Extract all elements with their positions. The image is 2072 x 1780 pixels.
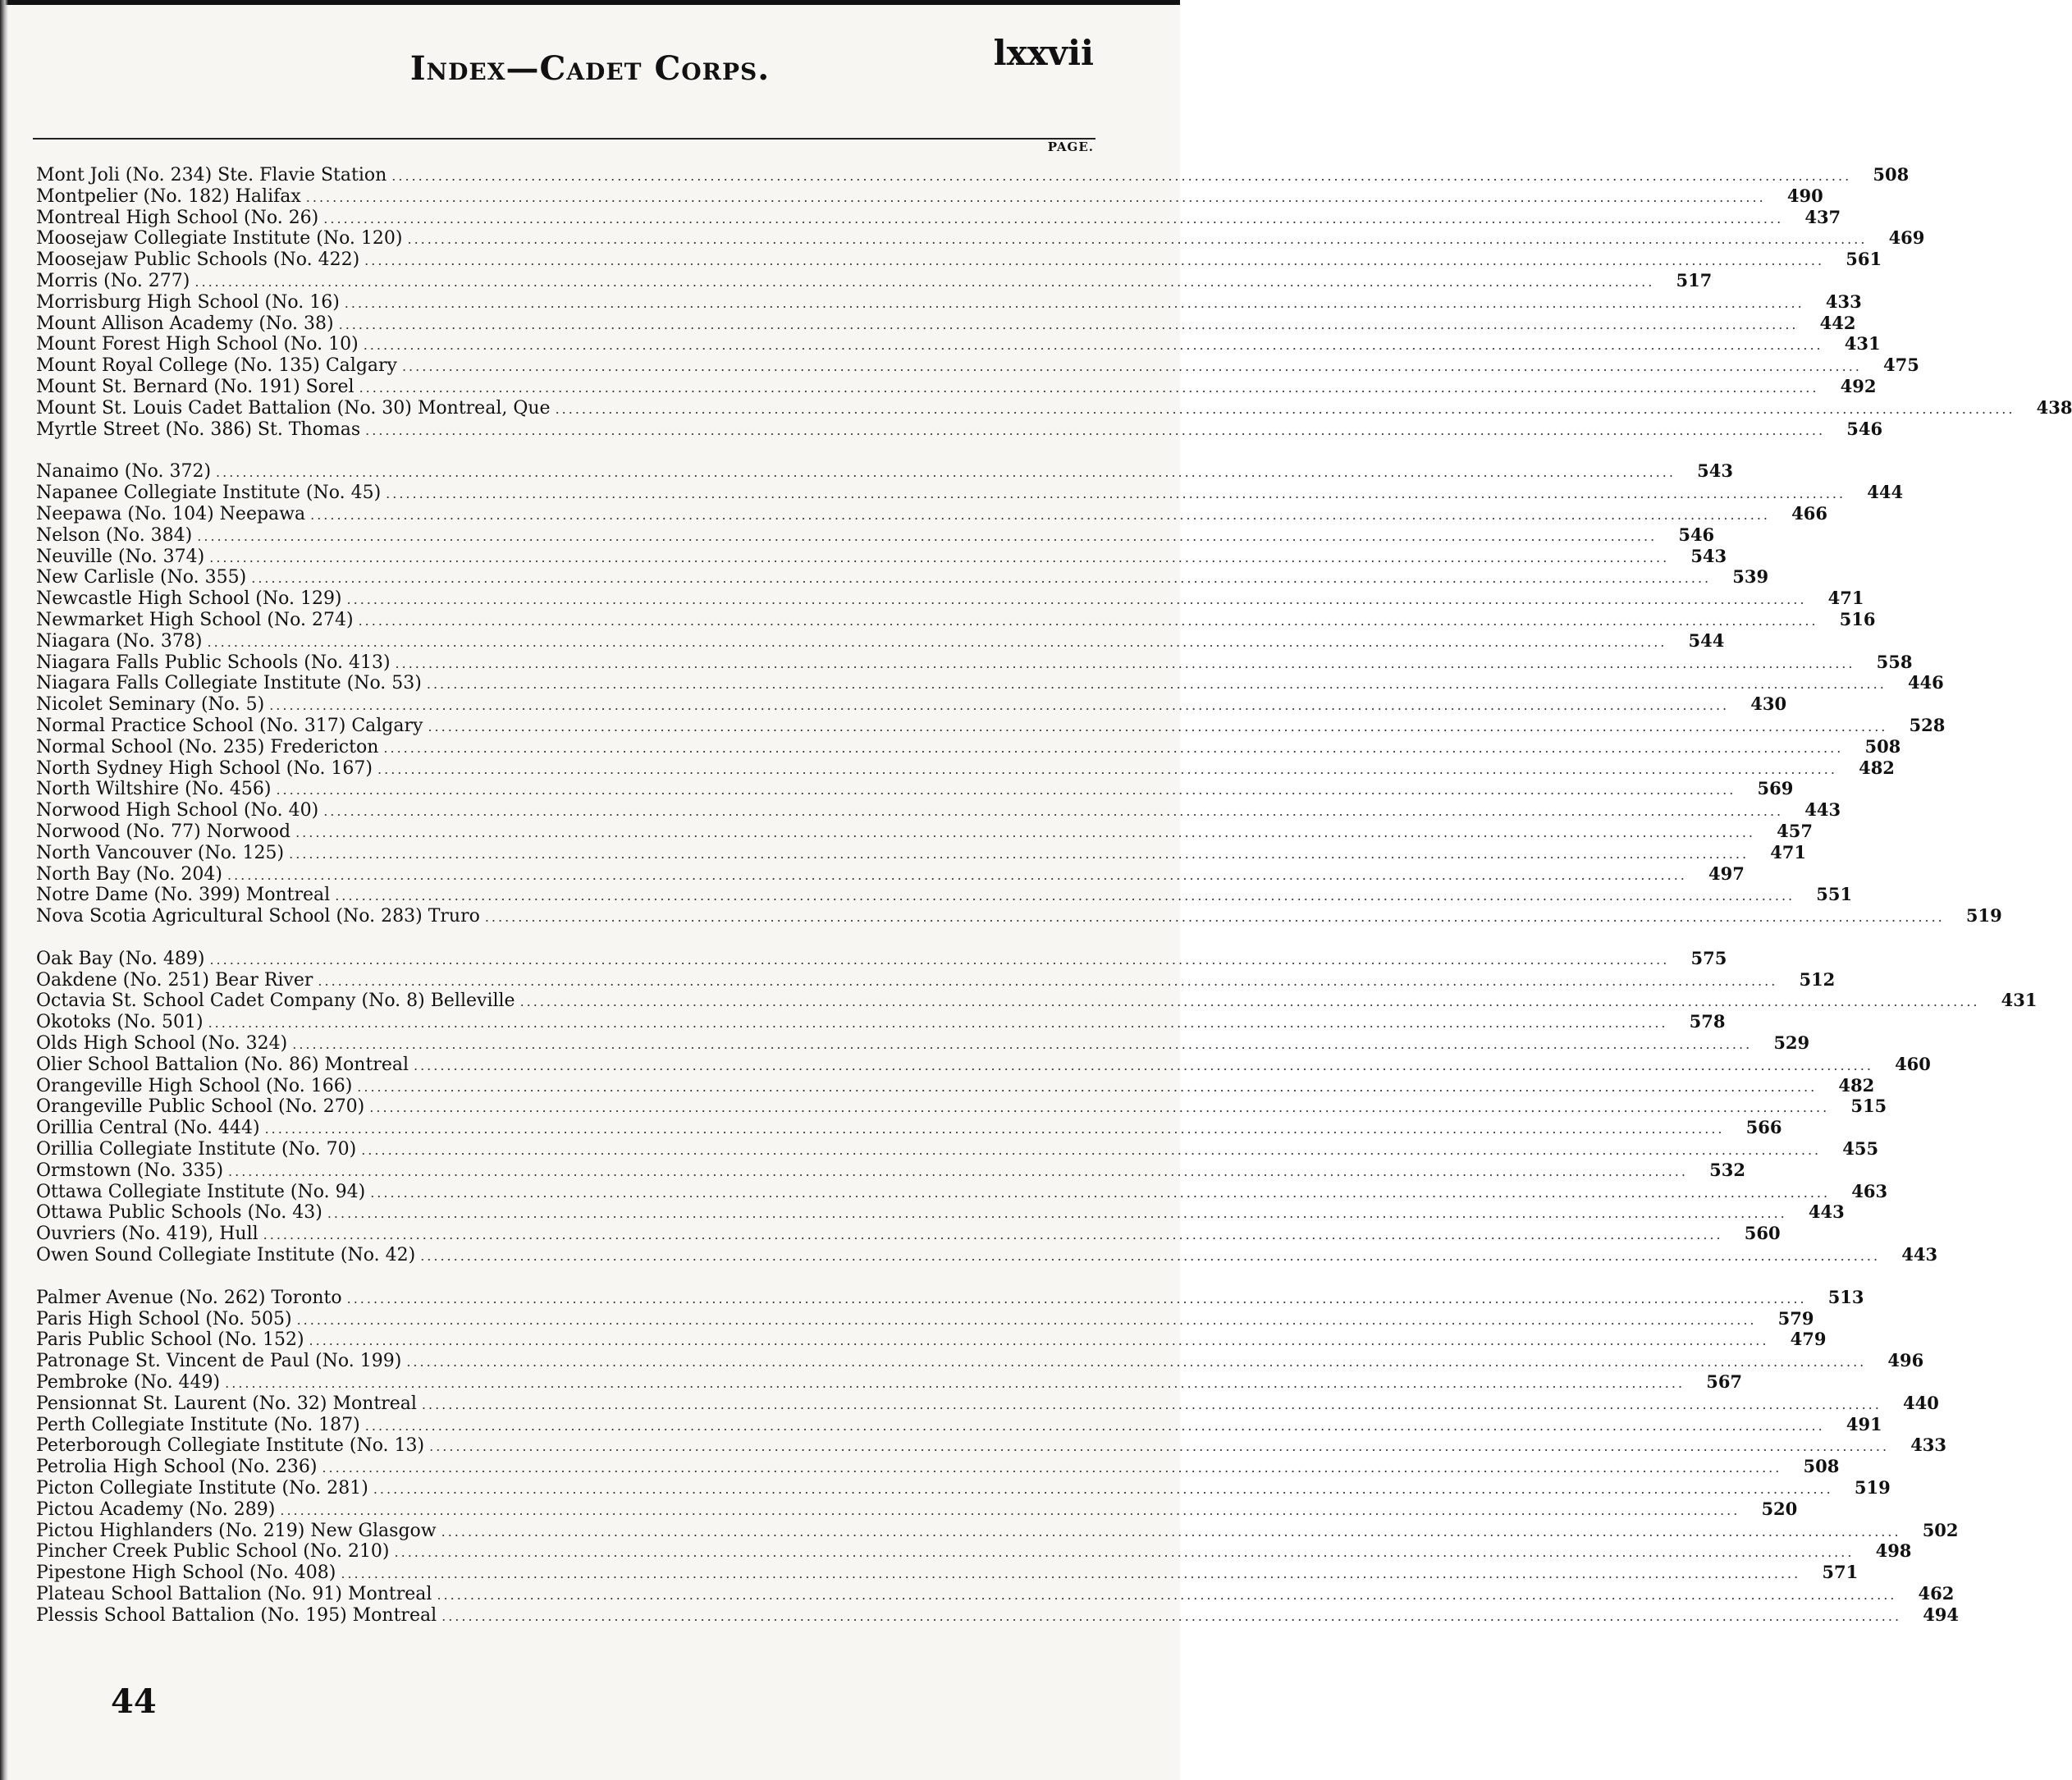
entry-page-number: 491: [1846, 1413, 1882, 1435]
header-rule: [33, 138, 1095, 140]
entry-name: Norwood (No. 77) Norwood: [36, 821, 291, 842]
entry-name: Pictou Academy (No. 289): [36, 1499, 276, 1520]
entry-name: Olds High School (No. 324): [36, 1033, 288, 1055]
entry-name: Plessis School Battalion (No. 195) Montreal: [36, 1604, 437, 1626]
entry-page-number: 566: [1745, 1117, 1782, 1138]
index-entry: [33, 1096, 1887, 1118]
index-entry: [33, 269, 1713, 291]
index-entry: [33, 905, 2002, 927]
dot-leader: ............................................................................................................................................................................................................................: [225, 1375, 1686, 1392]
entry-name: Napanee Collegiate Institute (No. 45): [36, 483, 382, 504]
entry-page-number: 479: [1790, 1329, 1827, 1350]
entry-name: Nanaimo (No. 372): [36, 461, 212, 483]
entry-page-number: 498: [1875, 1540, 1912, 1562]
dot-leader: ............................................................................................................................................................................................................................: [364, 253, 1825, 269]
page-column-label: PAGE.: [1047, 140, 1094, 154]
entry-page-number: 575: [1690, 947, 1727, 968]
entry-name: Orangeville Public School (No. 270): [36, 1096, 365, 1118]
entry-page-number: 494: [1923, 1604, 1960, 1625]
entry-page-number: 457: [1777, 820, 1813, 841]
dot-leader: ............................................................................................................................................................................................................................: [194, 273, 1655, 290]
entry-name: Moosejaw Public Schools (No. 422): [36, 249, 360, 271]
index-entry: [33, 841, 1807, 863]
entry-name: Olier School Battalion (No. 86) Montreal: [36, 1054, 409, 1075]
entry-page-number: 532: [1709, 1159, 1745, 1180]
index-entry: [33, 1011, 1726, 1033]
entry-page-number: 529: [1773, 1032, 1810, 1054]
dot-leader: ............................................................................................................................................................................................................................: [373, 1481, 1833, 1498]
index-entry: [33, 1286, 1864, 1308]
entry-name: Norwood High School (No. 40): [36, 800, 319, 821]
entry-page-number: 482: [1838, 1074, 1875, 1096]
index-entry: [33, 588, 1864, 610]
entry-page-number: 543: [1690, 545, 1727, 566]
dot-leader: ............................................................................................................................................................................................................................: [216, 464, 1676, 481]
entry-page-number: 443: [1901, 1244, 1938, 1265]
dot-leader: ............................................................................................................................................................................................................................: [197, 528, 1658, 544]
entry-name: Orillia Central (No. 444): [36, 1118, 260, 1139]
entry-name: Neuville (No. 374): [36, 546, 205, 567]
dot-leader: ............................................................................................................................................................................................................................: [263, 1227, 1723, 1243]
entry-name: Palmer Avenue (No. 262) Toronto: [36, 1287, 342, 1308]
index-entry: [33, 1562, 1859, 1584]
entry-page-number: 475: [1883, 355, 1919, 376]
dot-leader: ............................................................................................................................................................................................................................: [484, 909, 1945, 926]
entry-page-number: 546: [1678, 524, 1715, 545]
entry-name: Pembroke (No. 449): [36, 1372, 221, 1393]
entry-page-number: 508: [1803, 1456, 1840, 1477]
dot-leader: ............................................................................................................................................................................................................................: [428, 718, 1888, 734]
entry-page-number: 482: [1859, 757, 1895, 778]
entry-page-number: 513: [1827, 1286, 1864, 1307]
entry-name: Ottawa Public Schools (No. 43): [36, 1202, 322, 1224]
entry-page-number: 528: [1909, 714, 1946, 735]
entry-page-number: 508: [1864, 735, 1901, 757]
dot-leader: ............................................................................................................................................................................................................................: [370, 1184, 1831, 1201]
index-entry: [33, 1477, 1891, 1499]
entry-page-number: 431: [2001, 990, 2038, 1011]
index-entry: [33, 1307, 1814, 1329]
entry-page-number: 471: [1827, 588, 1864, 609]
entry-name: Newcastle High School (No. 129): [36, 588, 342, 610]
dot-leader: ............................................................................................................................................................................................................................: [305, 189, 1766, 205]
entry-name: Pictou Highlanders (No. 219) New Glasgow: [36, 1520, 437, 1541]
index-entry: [33, 333, 1881, 355]
dot-leader: ............................................................................................................................................................................................................................: [377, 761, 1837, 777]
entry-page-number: 490: [1786, 185, 1823, 206]
dot-leader: ............................................................................................................................................................................................................................: [251, 570, 1712, 587]
entry-page-number: 516: [1839, 608, 1876, 629]
dot-leader: ............................................................................................................................................................................................................................: [327, 1206, 1787, 1222]
dot-leader: ............................................................................................................................................................................................................................: [441, 1523, 1901, 1540]
dot-leader: ............................................................................................................................................................................................................................: [264, 1121, 1725, 1137]
index-entry: [33, 460, 1733, 483]
entry-page-number: 430: [1750, 693, 1787, 715]
dot-leader: ............................................................................................................................................................................................................................: [322, 1460, 1782, 1476]
entry-page-number: 519: [1965, 905, 2002, 927]
dot-leader: ............................................................................................................................................................................................................................: [346, 1290, 1807, 1306]
index-entry: [33, 968, 1836, 991]
entry-name: Perth Collegiate Institute (No. 187): [36, 1414, 360, 1435]
index-entry: [33, 735, 1901, 757]
dot-leader: ............................................................................................................................................................................................................................: [346, 592, 1807, 608]
page-top-shadow: [0, 0, 1180, 5]
dot-leader: ............................................................................................................................................................................................................................: [363, 337, 1823, 354]
dot-leader: ............................................................................................................................................................................................................................: [395, 655, 1855, 671]
entry-name: Mount Forest High School (No. 10): [36, 334, 359, 355]
dot-leader: ............................................................................................................................................................................................................................: [407, 231, 1868, 248]
entry-page-number: 579: [1777, 1307, 1814, 1329]
entry-page-number: 460: [1895, 1053, 1931, 1074]
index-entry: [33, 1583, 1955, 1604]
entry-page-number: 492: [1840, 375, 1877, 396]
dot-leader: ............................................................................................................................................................................................................................: [296, 1311, 1757, 1328]
entry-page-number: 567: [1706, 1371, 1743, 1393]
index-entry: [33, 1435, 1947, 1457]
index-entry: [33, 1540, 1912, 1563]
dot-leader: ............................................................................................................................................................................................................................: [365, 422, 1826, 438]
entry-name: Pincher Creek Public School (No. 210): [36, 1541, 390, 1563]
dot-leader: ............................................................................................................................................................................................................................: [421, 1396, 1882, 1412]
index-entry: [33, 524, 1715, 546]
dot-leader: ............................................................................................................................................................................................................................: [519, 994, 1980, 1010]
entry-name: Normal School (No. 235) Fredericton: [36, 736, 379, 757]
dot-leader: ............................................................................................................................................................................................................................: [414, 1057, 1873, 1073]
index-entry: [33, 757, 1895, 779]
entry-name: Moosejaw Collegiate Institute (No. 120): [36, 228, 403, 249]
group-spacer: [33, 439, 1100, 460]
index-entry: [33, 1604, 1960, 1626]
index-entry: [33, 312, 1856, 334]
index-entry: [33, 1413, 1882, 1435]
entry-name: Ottawa Collegiate Institute (No. 94): [36, 1181, 366, 1202]
index-entry: [33, 249, 1882, 271]
entry-name: Octavia St. School Cadet Company (No. 8) Belleville: [36, 991, 515, 1012]
entry-name: Mount St. Bernard (No. 191) Sorel: [36, 376, 354, 397]
entry-name: Patronage St. Vincent de Paul (No. 199): [36, 1351, 402, 1372]
dot-leader: ............................................................................................................................................................................................................................: [276, 782, 1736, 798]
index-entry: [33, 651, 1913, 673]
index-entry: [33, 1223, 1781, 1245]
entry-page-number: 520: [1761, 1498, 1798, 1519]
entry-page-number: 462: [1918, 1583, 1955, 1604]
entry-page-number: 560: [1744, 1223, 1781, 1244]
entry-page-number: 508: [1873, 164, 1910, 185]
dot-leader: ............................................................................................................................................................................................................................: [226, 867, 1687, 883]
index-entry: [33, 1117, 1782, 1139]
entry-name: Morris (No. 277): [36, 270, 190, 291]
dot-leader: ............................................................................................................................................................................................................................: [310, 506, 1771, 523]
page-binding-edge: [0, 0, 8, 1780]
dot-leader: ............................................................................................................................................................................................................................: [357, 1078, 1818, 1095]
dot-leader: ............................................................................................................................................................................................................................: [208, 1015, 1668, 1032]
entry-name: Niagara Falls Collegiate Institute (No. 53): [36, 673, 422, 694]
entry-name: Myrtle Street (No. 386) St. Thomas: [36, 419, 361, 440]
group-spacer: [33, 1265, 1100, 1287]
index-entry: [33, 1201, 1845, 1224]
entry-name: Niagara (No. 378): [36, 630, 203, 652]
entry-page-number: 466: [1791, 502, 1828, 524]
entry-name: Ouvriers (No. 419), Hull: [36, 1224, 258, 1245]
dot-leader: ............................................................................................................................................................................................................................: [358, 612, 1818, 629]
dot-leader: ............................................................................................................................................................................................................................: [207, 634, 1667, 650]
dot-leader: ............................................................................................................................................................................................................................: [441, 1608, 1902, 1624]
dot-leader: ............................................................................................................................................................................................................................: [280, 1502, 1740, 1518]
index-entry: [33, 990, 2038, 1012]
entry-name: Orillia Collegiate Institute (No. 70): [36, 1139, 357, 1160]
dot-leader: ............................................................................................................................................................................................................................: [209, 951, 1670, 968]
entry-page-number: 569: [1757, 778, 1794, 799]
index-entry: [33, 1498, 1798, 1520]
dot-leader: ............................................................................................................................................................................................................................: [318, 972, 1778, 989]
entry-name: Petrolia High School (No. 236): [36, 1457, 318, 1478]
dot-leader: ............................................................................................................................................................................................................................: [406, 1354, 1867, 1370]
entry-page-number: 515: [1850, 1096, 1887, 1117]
dot-leader: ............................................................................................................................................................................................................................: [437, 1587, 1897, 1603]
dot-leader: ............................................................................................................................................................................................................................: [361, 1142, 1822, 1159]
entry-page-number: 544: [1688, 629, 1725, 651]
dot-leader: ............................................................................................................................................................................................................................: [401, 359, 1862, 375]
entry-page-number: 440: [1902, 1392, 1939, 1413]
entry-page-number: 469: [1888, 227, 1925, 249]
entry-name: Paris High School (No. 505): [36, 1308, 292, 1329]
entry-name: Nicolet Seminary (No. 5): [36, 694, 265, 716]
index-entry: [33, 566, 1769, 588]
index-entry: [33, 418, 1883, 440]
dot-leader: ............................................................................................................................................................................................................................: [338, 316, 1799, 332]
entry-name: North Sydney High School (No. 167): [36, 757, 373, 779]
entry-name: Mount Royal College (No. 135) Calgary: [36, 355, 397, 377]
entry-page-number: 446: [1907, 672, 1944, 693]
entry-name: Orangeville High School (No. 166): [36, 1075, 353, 1096]
index-entry: [33, 693, 1787, 716]
entry-name: Montpelier (No. 182) Halifax: [36, 185, 301, 207]
index-entry: [33, 1519, 1959, 1541]
entry-page-number: 433: [1910, 1435, 1947, 1456]
entry-page-number: 443: [1804, 799, 1841, 821]
entry-page-number: 433: [1825, 291, 1862, 312]
dot-leader: ............................................................................................................................................................................................................................: [335, 888, 1795, 904]
index-entry: [33, 1032, 1810, 1055]
entry-page-number: 455: [1842, 1138, 1879, 1160]
entry-page-number: 502: [1922, 1519, 1959, 1540]
entry-page-number: 512: [1799, 968, 1836, 990]
entry-page-number: 431: [1844, 333, 1881, 355]
dot-leader: ............................................................................................................................................................................................................................: [383, 739, 1844, 756]
index-entry: [33, 164, 1910, 185]
entry-name: Okotoks (No. 501): [36, 1012, 204, 1033]
entry-page-number: 571: [1822, 1562, 1859, 1583]
entry-page-number: 519: [1854, 1477, 1891, 1499]
entry-page-number: 443: [1808, 1201, 1845, 1223]
entry-page-number: 558: [1876, 651, 1913, 672]
entry-name: Picton Collegiate Institute (No. 281): [36, 1478, 368, 1499]
entry-name: Mont Joli (No. 234) Ste. Flavie Station: [36, 165, 387, 185]
dot-leader: ............................................................................................................................................................................................................................: [394, 1544, 1855, 1561]
dot-leader: ............................................................................................................................................................................................................................: [359, 379, 1819, 396]
index-entry: [33, 375, 1877, 397]
entry-page-number: 437: [1804, 206, 1841, 227]
dot-leader: ............................................................................................................................................................................................................................: [426, 676, 1887, 693]
entry-name: Nova Scotia Agricultural School (No. 283) Truro: [36, 906, 480, 927]
index-entry: [33, 227, 1925, 249]
index-entry: [33, 1244, 1938, 1266]
index-entry: [33, 863, 1745, 885]
entry-name: Normal Practice School (No. 317) Calgary: [36, 715, 423, 736]
entry-name: North Vancouver (No. 125): [36, 842, 285, 863]
entry-page-number: 517: [1676, 269, 1713, 291]
dot-leader: ............................................................................................................................................................................................................................: [209, 549, 1670, 565]
entry-name: North Bay (No. 204): [36, 863, 222, 885]
entry-name: Mount St. Louis Cadet Battalion (No. 30) Montreal, Que: [36, 397, 551, 419]
entry-name: Pensionnat St. Laurent (No. 32) Montreal: [36, 1393, 417, 1414]
index-entry: [33, 396, 2072, 419]
entry-name: Ormstown (No. 335): [36, 1160, 224, 1181]
index-entry: [33, 799, 1841, 821]
index-entry: [33, 1180, 1888, 1202]
entry-page-number: 561: [1846, 249, 1882, 270]
entry-page-number: 578: [1689, 1011, 1726, 1032]
index-entry: [33, 1159, 1745, 1181]
dot-leader: ............................................................................................................................................................................................................................: [364, 1417, 1825, 1434]
entry-name: Niagara Falls Public Schools (No. 413): [36, 652, 391, 673]
index-entry: [33, 291, 1862, 313]
dot-leader: ............................................................................................................................................................................................................................: [391, 168, 1852, 184]
entry-page-number: 442: [1819, 312, 1856, 333]
index-entry: [33, 482, 1904, 504]
dot-leader: ............................................................................................................................................................................................................................: [369, 1100, 1830, 1116]
entry-name: Paris Public School (No. 152): [36, 1329, 304, 1351]
dot-leader: ............................................................................................................................................................................................................................: [292, 1036, 1753, 1053]
dot-leader: ............................................................................................................................................................................................................................: [309, 1333, 1769, 1349]
index-entry: [33, 206, 1841, 228]
entry-name: Pipestone High School (No. 408): [36, 1563, 336, 1584]
index-entry: [33, 820, 1813, 842]
dot-leader: ............................................................................................................................................................................................................................: [323, 210, 1784, 227]
dot-leader: ............................................................................................................................................................................................................................: [555, 400, 2015, 417]
entry-name: Newmarket High School (No. 274): [36, 609, 354, 630]
index-entry: [33, 1392, 1939, 1414]
index-entry: [33, 608, 1876, 630]
dot-leader: ............................................................................................................................................................................................................................: [420, 1248, 1881, 1265]
index-entry: [33, 1074, 1875, 1096]
index-entry: [33, 778, 1794, 800]
entry-name: Notre Dame (No. 399) Montreal: [36, 885, 331, 906]
entry-page-number: 444: [1867, 482, 1904, 503]
index-entry: [33, 947, 1727, 969]
dot-leader: ............................................................................................................................................................................................................................: [289, 845, 1750, 862]
dot-leader: ............................................................................................................................................................................................................................: [344, 295, 1804, 311]
index-entry: [33, 545, 1727, 567]
dot-leader: ............................................................................................................................................................................................................................: [228, 1163, 1688, 1179]
entry-page-number: 543: [1697, 460, 1733, 482]
entry-name: Owen Sound Collegiate Institute (No. 42): [36, 1245, 416, 1266]
index-entry: [33, 1371, 1743, 1393]
running-head-title: Index—Cadet Corps.: [409, 49, 771, 88]
dot-leader: ............................................................................................................................................................................................................................: [341, 1566, 1801, 1582]
index-entry: [33, 1350, 1924, 1372]
dot-leader: ............................................................................................................................................................................................................................: [323, 803, 1784, 820]
entry-name: Neepawa (No. 104) Neepawa: [36, 503, 306, 524]
entry-name: Morrisburg High School (No. 16): [36, 291, 340, 313]
index-entry: [33, 1329, 1827, 1351]
page-folio: lxxvii: [993, 33, 1094, 73]
dot-leader: ............................................................................................................................................................................................................................: [386, 486, 1846, 502]
entry-name: Plateau School Battalion (No. 91) Montreal: [36, 1584, 432, 1604]
entry-page-number: 551: [1816, 884, 1853, 905]
entry-page-number: 463: [1851, 1180, 1888, 1201]
entry-page-number: 496: [1887, 1350, 1924, 1371]
entry-name: Peterborough Collegiate Institute (No. 13): [36, 1435, 425, 1457]
signature-mark: 44: [111, 1682, 157, 1721]
index-entry: [33, 185, 1823, 207]
entry-name: Oakdene (No. 251) Bear River: [36, 969, 313, 991]
entry-name: North Wiltshire (No. 456): [36, 779, 272, 800]
dot-leader: ............................................................................................................................................................................................................................: [295, 824, 1755, 840]
entry-page-number: 546: [1846, 418, 1883, 439]
entry-name: Mount Allison Academy (No. 38): [36, 313, 334, 334]
dot-leader: ............................................................................................................................................................................................................................: [429, 1439, 1890, 1455]
index-list: [33, 164, 2072, 1626]
entry-name: Oak Bay (No. 489): [36, 948, 205, 969]
entry-name: Nelson (No. 384): [36, 524, 193, 546]
index-entry: [33, 714, 1946, 736]
entry-page-number: 438: [2036, 396, 2072, 418]
group-spacer: [33, 927, 1100, 948]
index-entry: [33, 1053, 1931, 1075]
entry-name: New Carlisle (No. 355): [36, 567, 247, 588]
index-entry: [33, 884, 1853, 906]
index-entry: [33, 672, 1944, 694]
entry-page-number: 497: [1708, 863, 1745, 884]
entry-name: Montreal High School (No. 26): [36, 207, 319, 228]
entry-page-number: 539: [1732, 566, 1769, 588]
index-entry: [33, 629, 1725, 652]
dot-leader: ............................................................................................................................................................................................................................: [269, 698, 1730, 714]
index-entry: [33, 502, 1828, 524]
index-entry: [33, 1456, 1840, 1478]
index-entry: [33, 355, 1919, 377]
index-entry: [33, 1138, 1879, 1160]
entry-page-number: 471: [1770, 841, 1807, 863]
